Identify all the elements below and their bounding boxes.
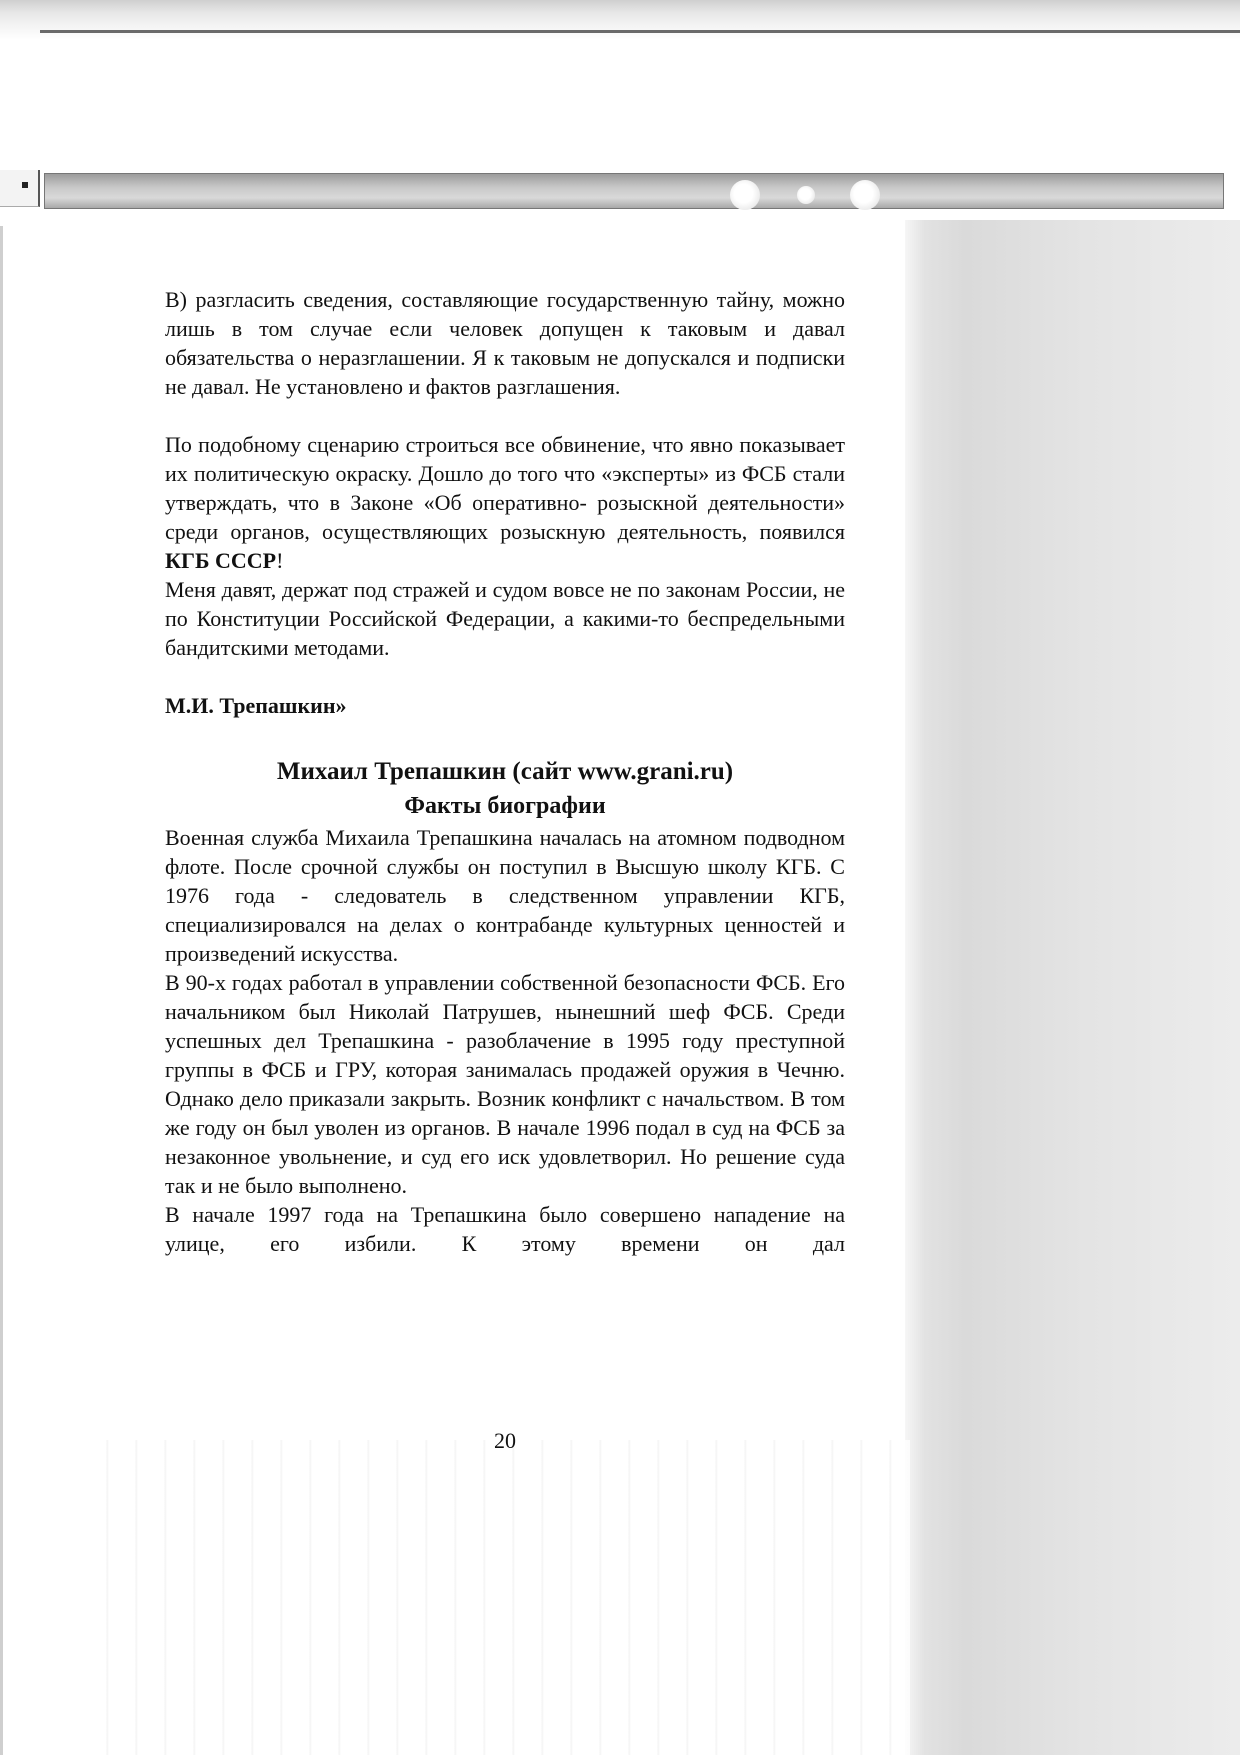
- binder-bar: [44, 173, 1224, 209]
- scan-top-edge: [0, 0, 1240, 40]
- binder-clip: [0, 170, 40, 207]
- binder-hole: [850, 180, 880, 210]
- signature: М.И. Трепашкин»: [165, 693, 347, 718]
- paragraph-text: По подобному сценарию строиться все обвинение, что явно показывает их политическую окраску. Дошло до того что «эксперты» из ФСБ стали утверждать, что в Законе «Об оперативно- розыскной деятельности» среди органов, осуществляющих розыскную деятельность, появился: [165, 432, 845, 544]
- paragraph: Меня давят, держат под стражей и судом вовсе не по законам России, не по Конституции Российской Федерации, а какими-то беспредельными бандитскими методами.: [165, 577, 845, 660]
- binder-hole: [797, 186, 815, 204]
- binder-hole: [730, 180, 760, 210]
- paragraph: В) разгласить сведения, составляющие государственную тайну, можно лишь в том случае если человек допущен к таковым и давал обязательства о неразглашении. Я к таковым не допускался и подписки не давал. Не установлено и фактов разглашения.: [165, 287, 845, 399]
- exclamation: !: [276, 548, 284, 573]
- heading-main: Михаил Трепашкин (сайт www.grani.ru): [276, 758, 734, 785]
- paragraph-gap: [165, 401, 845, 430]
- binder-strip: [0, 170, 1240, 218]
- page-text-block: [165, 285, 845, 1258]
- paragraph: В начале 1997 года на Трепашкина было совершено нападение на улице, его избили. К этому времени он дал: [165, 1202, 845, 1256]
- emphasis-kgb: КГБ СССР: [165, 548, 277, 573]
- paragraph-gap: [165, 662, 845, 691]
- paragraph-gap: [165, 747, 845, 755]
- page-number: 20: [494, 1428, 516, 1453]
- heading-sub: Факты биографии: [404, 793, 606, 819]
- binder-dot: [22, 182, 28, 188]
- book-spine-shadow: [905, 220, 1240, 1755]
- paragraph: Военная служба Михаила Трепашкина началась на атомном подводном флоте. После срочной службы он поступил в Высшую школу КГБ. С 1976 года - следователь в следственном управлении КГБ, специализировался на делах о контрабанде культурных ценностей и произведений искусства.: [165, 825, 845, 966]
- scan-top-line: [40, 30, 1240, 33]
- page-left-edge: [0, 226, 3, 1755]
- paragraph: В 90-х годах работал в управлении собственной безопасности ФСБ. Его начальником был Николай Патрушев, нынешний шеф ФСБ. Среди успешных дел Трепашкина - разоблачение в 1995 году преступной группы в ФСБ и ГРУ, которая занималась продажей оружия в Чечню. Однако дело приказали закрыть. Возник конфликт с начальством. В том же году он был уволен из органов. В начале 1996 подал в суд на ФСБ за незаконное увольнение, и суд его иск удовлетворил. Но решение суда так и не было выполнено.: [165, 970, 845, 1198]
- paragraph: [165, 430, 845, 575]
- scan-artifact-stripes: [80, 1440, 910, 1755]
- paragraph-gap: [165, 720, 845, 747]
